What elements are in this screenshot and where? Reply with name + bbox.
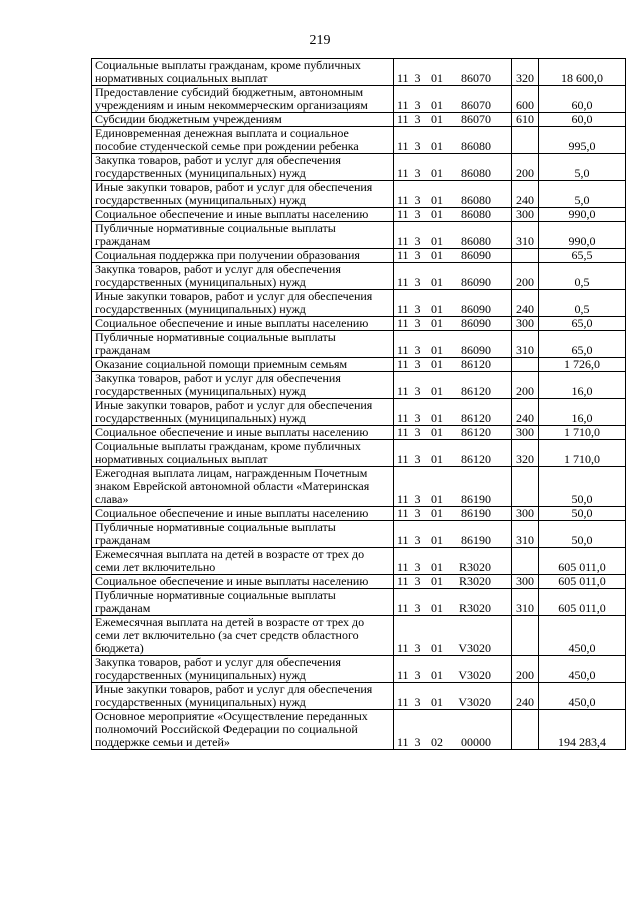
code-section: 11: [397, 492, 409, 506]
row-expense-type: 310: [512, 589, 539, 616]
row-amount: 450,0: [539, 616, 626, 656]
code-program: 01: [431, 384, 443, 398]
row-amount: 60,0: [539, 113, 626, 127]
code-program: 01: [431, 316, 443, 330]
code-item: R3020: [458, 601, 491, 615]
code-item: 86090: [461, 316, 491, 330]
row-expense-type: 300: [512, 317, 539, 331]
row-name: Закупка товаров, работ и услуг для обеспечения государственных (муниципальных) нужд: [92, 263, 394, 290]
code-item: 86120: [461, 452, 491, 466]
row-amount: 0,5: [539, 263, 626, 290]
code-section: 11: [397, 248, 409, 262]
code-item: 86190: [461, 492, 491, 506]
code-section: 11: [397, 452, 409, 466]
table-row: [92, 710, 626, 750]
code-program: 01: [431, 71, 443, 85]
row-name: Закупка товаров, работ и услуг для обеспечения государственных (муниципальных) нужд: [92, 372, 394, 399]
code-section: 11: [397, 207, 409, 221]
row-name: Публичные нормативные социальные выплаты гражданам: [92, 589, 394, 616]
code-section: 11: [397, 695, 409, 709]
row-amount: 1 710,0: [539, 426, 626, 440]
row-amount: 0,5: [539, 290, 626, 317]
code-subsection: 3: [414, 384, 421, 398]
code-item: 86090: [461, 343, 491, 357]
row-amount: 5,0: [539, 181, 626, 208]
row-expense-type: 610: [512, 113, 539, 127]
row-codes: [394, 656, 512, 683]
code-program: 01: [431, 452, 443, 466]
row-codes: [394, 521, 512, 548]
row-amount: 50,0: [539, 467, 626, 507]
code-program: 01: [431, 641, 443, 655]
row-expense-type: 240: [512, 683, 539, 710]
table-row: [92, 683, 626, 710]
row-expense-type: 200: [512, 154, 539, 181]
code-subsection: 3: [414, 207, 421, 221]
table-row: [92, 548, 626, 575]
row-expense-type: 310: [512, 222, 539, 249]
code-section: 11: [397, 411, 409, 425]
code-subsection: 3: [414, 166, 421, 180]
code-section: 11: [397, 357, 409, 371]
code-item: 86120: [461, 357, 491, 371]
code-item: 86070: [461, 71, 491, 85]
table-row: [92, 616, 626, 656]
code-program: 01: [431, 207, 443, 221]
row-expense-type: [512, 127, 539, 154]
code-subsection: 3: [414, 425, 421, 439]
row-codes: [394, 575, 512, 589]
row-amount: 605 011,0: [539, 589, 626, 616]
row-expense-type: [512, 616, 539, 656]
row-name: Публичные нормативные социальные выплаты гражданам: [92, 331, 394, 358]
row-amount: 18 600,0: [539, 59, 626, 86]
row-name: Иные закупки товаров, работ и услуг для обеспечения государственных (муниципальных) нужд: [92, 181, 394, 208]
code-item: 86070: [461, 98, 491, 112]
row-amount: 990,0: [539, 208, 626, 222]
budget-table: [91, 58, 626, 750]
table-row: [92, 331, 626, 358]
table-row: [92, 263, 626, 290]
code-item: 86080: [461, 139, 491, 153]
table-row: [92, 467, 626, 507]
row-name: Ежемесячная выплата на детей в возрасте от трех до семи лет включительно (за счет средств областного бюджета): [92, 616, 394, 656]
row-codes: [394, 372, 512, 399]
code-item: 86090: [461, 302, 491, 316]
row-codes: [394, 548, 512, 575]
row-amount: 990,0: [539, 222, 626, 249]
code-subsection: 3: [414, 193, 421, 207]
code-subsection: 3: [414, 357, 421, 371]
table-row: [92, 208, 626, 222]
code-subsection: 3: [414, 302, 421, 316]
code-item: 86120: [461, 384, 491, 398]
table-row: [92, 86, 626, 113]
table-row: [92, 181, 626, 208]
table-row: [92, 127, 626, 154]
code-program: 01: [431, 506, 443, 520]
row-name: Оказание социальной помощи приемным семьям: [92, 358, 394, 372]
code-item: 86090: [461, 248, 491, 262]
code-subsection: 3: [414, 343, 421, 357]
row-codes: [394, 113, 512, 127]
row-expense-type: 240: [512, 399, 539, 426]
row-codes: [394, 683, 512, 710]
code-item: 86080: [461, 193, 491, 207]
code-section: 11: [397, 425, 409, 439]
code-program: 01: [431, 560, 443, 574]
code-subsection: 3: [414, 560, 421, 574]
code-section: 11: [397, 384, 409, 398]
row-amount: 605 011,0: [539, 575, 626, 589]
code-item: V3020: [458, 695, 491, 709]
code-section: 11: [397, 234, 409, 248]
code-item: 86120: [461, 411, 491, 425]
row-amount: 1 726,0: [539, 358, 626, 372]
table-row: [92, 290, 626, 317]
row-codes: [394, 86, 512, 113]
page-number: 219: [309, 33, 331, 48]
row-amount: 16,0: [539, 399, 626, 426]
table-row: [92, 656, 626, 683]
row-codes: [394, 59, 512, 86]
code-subsection: 3: [414, 574, 421, 588]
code-program: 01: [431, 343, 443, 357]
row-expense-type: 200: [512, 263, 539, 290]
code-program: 02: [431, 735, 443, 749]
row-expense-type: [512, 467, 539, 507]
code-program: 01: [431, 695, 443, 709]
row-amount: 50,0: [539, 507, 626, 521]
code-section: 11: [397, 668, 409, 682]
row-expense-type: 600: [512, 86, 539, 113]
code-subsection: 3: [414, 533, 421, 547]
row-codes: [394, 467, 512, 507]
code-item: 86190: [461, 533, 491, 547]
code-subsection: 3: [414, 506, 421, 520]
row-codes: [394, 426, 512, 440]
code-subsection: 3: [414, 452, 421, 466]
row-codes: [394, 440, 512, 467]
row-amount: 605 011,0: [539, 548, 626, 575]
code-section: 11: [397, 302, 409, 316]
row-name: Ежемесячная выплата на детей в возрасте от трех до семи лет включительно: [92, 548, 394, 575]
row-codes: [394, 358, 512, 372]
code-program: 01: [431, 234, 443, 248]
code-item: R3020: [458, 574, 491, 588]
row-codes: [394, 331, 512, 358]
code-program: 01: [431, 302, 443, 316]
row-codes: [394, 263, 512, 290]
code-section: 11: [397, 735, 409, 749]
row-expense-type: 320: [512, 440, 539, 467]
row-amount: 5,0: [539, 154, 626, 181]
code-item: 86090: [461, 275, 491, 289]
code-item: 00000: [461, 735, 491, 749]
row-name: Иные закупки товаров, работ и услуг для обеспечения государственных (муниципальных) нужд: [92, 290, 394, 317]
code-subsection: 3: [414, 71, 421, 85]
table-row: [92, 113, 626, 127]
table-row: [92, 521, 626, 548]
code-program: 01: [431, 601, 443, 615]
row-amount: 65,5: [539, 249, 626, 263]
row-expense-type: 300: [512, 208, 539, 222]
code-program: 01: [431, 275, 443, 289]
code-section: 11: [397, 601, 409, 615]
row-name: Социальные выплаты гражданам, кроме публичных нормативных социальных выплат: [92, 440, 394, 467]
row-amount: 995,0: [539, 127, 626, 154]
code-program: 01: [431, 668, 443, 682]
row-name: Публичные нормативные социальные выплаты гражданам: [92, 521, 394, 548]
code-item: 86190: [461, 506, 491, 520]
code-subsection: 3: [414, 735, 421, 749]
row-codes: [394, 589, 512, 616]
row-expense-type: [512, 710, 539, 750]
table-row: [92, 440, 626, 467]
row-name: Социальное обеспечение и иные выплаты населению: [92, 426, 394, 440]
row-name: Социальное обеспечение и иные выплаты населению: [92, 208, 394, 222]
code-item: R3020: [458, 560, 491, 574]
row-codes: [394, 127, 512, 154]
code-section: 11: [397, 506, 409, 520]
row-expense-type: 310: [512, 521, 539, 548]
code-program: 01: [431, 574, 443, 588]
code-subsection: 3: [414, 112, 421, 126]
row-amount: 60,0: [539, 86, 626, 113]
table-row: [92, 249, 626, 263]
row-codes: [394, 317, 512, 331]
row-name: Социальное обеспечение и иные выплаты населению: [92, 317, 394, 331]
row-name: Иные закупки товаров, работ и услуг для обеспечения государственных (муниципальных) нужд: [92, 399, 394, 426]
code-subsection: 3: [414, 492, 421, 506]
row-codes: [394, 290, 512, 317]
row-name: Публичные нормативные социальные выплаты гражданам: [92, 222, 394, 249]
code-section: 11: [397, 193, 409, 207]
code-subsection: 3: [414, 98, 421, 112]
budget-table-body: [92, 59, 626, 750]
table-row: [92, 154, 626, 181]
row-amount: 450,0: [539, 656, 626, 683]
code-subsection: 3: [414, 641, 421, 655]
code-program: 01: [431, 193, 443, 207]
row-codes: [394, 208, 512, 222]
row-expense-type: 200: [512, 372, 539, 399]
code-subsection: 3: [414, 601, 421, 615]
code-program: 01: [431, 425, 443, 439]
row-amount: 65,0: [539, 331, 626, 358]
row-name: Социальное обеспечение и иные выплаты населению: [92, 575, 394, 589]
row-name: Ежегодная выплата лицам, награжденным Почетным знаком Еврейской автономной области «Материнская слава»: [92, 467, 394, 507]
code-item: 86080: [461, 166, 491, 180]
code-item: 86080: [461, 207, 491, 221]
table-row: [92, 59, 626, 86]
code-program: 01: [431, 98, 443, 112]
table-row: [92, 222, 626, 249]
code-item: V3020: [458, 668, 491, 682]
code-section: 11: [397, 343, 409, 357]
code-subsection: 3: [414, 234, 421, 248]
code-subsection: 3: [414, 275, 421, 289]
code-section: 11: [397, 71, 409, 85]
row-expense-type: 200: [512, 656, 539, 683]
code-program: 01: [431, 533, 443, 547]
row-name: Социальное обеспечение и иные выплаты населению: [92, 507, 394, 521]
row-name: Закупка товаров, работ и услуг для обеспечения государственных (муниципальных) нужд: [92, 154, 394, 181]
code-program: 01: [431, 411, 443, 425]
code-section: 11: [397, 98, 409, 112]
row-amount: 450,0: [539, 683, 626, 710]
row-name: Основное мероприятие «Осуществление переданных полномочий Российской Федерации по социальной поддержке семьи и детей»: [92, 710, 394, 750]
code-program: 01: [431, 112, 443, 126]
code-subsection: 3: [414, 668, 421, 682]
row-name: Закупка товаров, работ и услуг для обеспечения государственных (муниципальных) нужд: [92, 656, 394, 683]
code-section: 11: [397, 316, 409, 330]
code-subsection: 3: [414, 139, 421, 153]
code-section: 11: [397, 533, 409, 547]
row-codes: [394, 249, 512, 263]
code-subsection: 3: [414, 411, 421, 425]
row-expense-type: [512, 548, 539, 575]
row-amount: 50,0: [539, 521, 626, 548]
code-program: 01: [431, 166, 443, 180]
row-codes: [394, 399, 512, 426]
row-expense-type: [512, 249, 539, 263]
row-name: Предоставление субсидий бюджетным, автономным учреждениям и иным некоммерческим организациям: [92, 86, 394, 113]
code-item: V3020: [458, 641, 491, 655]
code-program: 01: [431, 248, 443, 262]
code-item: 86080: [461, 234, 491, 248]
row-amount: 16,0: [539, 372, 626, 399]
row-codes: [394, 616, 512, 656]
row-expense-type: 300: [512, 507, 539, 521]
table-row: [92, 317, 626, 331]
row-expense-type: 300: [512, 575, 539, 589]
row-codes: [394, 507, 512, 521]
row-amount: 65,0: [539, 317, 626, 331]
code-subsection: 3: [414, 316, 421, 330]
code-section: 11: [397, 139, 409, 153]
row-expense-type: 240: [512, 181, 539, 208]
code-section: 11: [397, 574, 409, 588]
row-codes: [394, 181, 512, 208]
row-codes: [394, 222, 512, 249]
table-row: [92, 426, 626, 440]
code-program: 01: [431, 139, 443, 153]
code-item: 86120: [461, 425, 491, 439]
code-subsection: 3: [414, 695, 421, 709]
row-codes: [394, 710, 512, 750]
row-name: Единовременная денежная выплата и социальное пособие студенческой семье при рождении ребенка: [92, 127, 394, 154]
row-amount: 194 283,4: [539, 710, 626, 750]
code-subsection: 3: [414, 248, 421, 262]
table-row: [92, 507, 626, 521]
table-row: [92, 372, 626, 399]
code-item: 86070: [461, 112, 491, 126]
row-expense-type: 300: [512, 426, 539, 440]
row-name: Социальная поддержка при получении образования: [92, 249, 394, 263]
table-row: [92, 575, 626, 589]
code-section: 11: [397, 112, 409, 126]
row-expense-type: 240: [512, 290, 539, 317]
code-program: 01: [431, 357, 443, 371]
table-row: [92, 399, 626, 426]
code-section: 11: [397, 641, 409, 655]
row-name: Социальные выплаты гражданам, кроме публичных нормативных социальных выплат: [92, 59, 394, 86]
row-name: Субсидии бюджетным учреждениям: [92, 113, 394, 127]
code-program: 01: [431, 492, 443, 506]
table-row: [92, 358, 626, 372]
code-section: 11: [397, 560, 409, 574]
row-name: Иные закупки товаров, работ и услуг для обеспечения государственных (муниципальных) нужд: [92, 683, 394, 710]
code-section: 11: [397, 275, 409, 289]
table-row: [92, 589, 626, 616]
row-codes: [394, 154, 512, 181]
row-amount: 1 710,0: [539, 440, 626, 467]
row-expense-type: [512, 358, 539, 372]
row-expense-type: 310: [512, 331, 539, 358]
code-section: 11: [397, 166, 409, 180]
row-expense-type: 320: [512, 59, 539, 86]
